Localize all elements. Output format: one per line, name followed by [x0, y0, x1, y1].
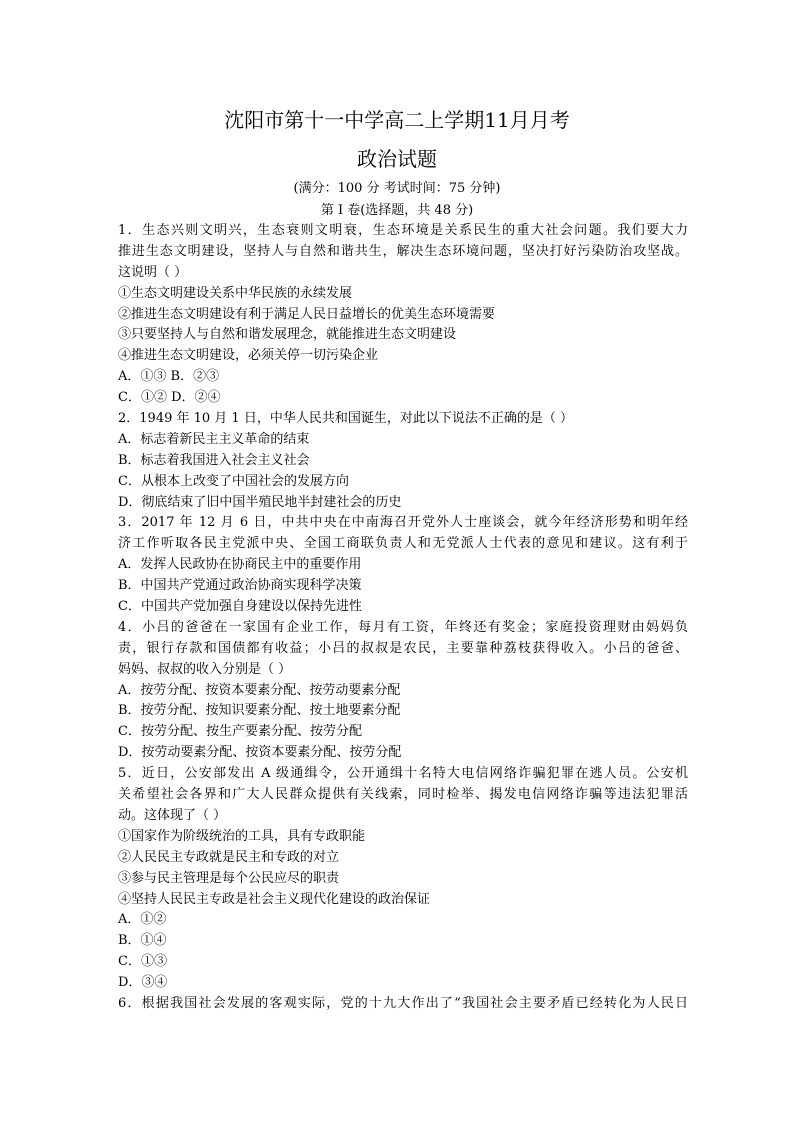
- q4-option-a: A．按劳分配、按资本要素分配、按劳动要素分配: [118, 682, 401, 698]
- q5-option-b: B．①④: [118, 933, 167, 949]
- q3-stem-line-1: 3．2017 年 12 月 6 日，中共中央在中南海召开党外人士座谈会，就今年经济形势和明年经: [118, 515, 688, 531]
- q5-stem-line-1: 5．近日，公安部发出 A 级通缉令，公开通缉十名特大电信网络诈骗犯罪在逃人员。公安机: [118, 766, 688, 782]
- q4-option-b: B．按劳分配、按知识要素分配、按土地要素分配: [118, 703, 401, 719]
- q5-option-d: D．③④: [118, 975, 168, 991]
- subject-title: 政治试题: [357, 147, 437, 171]
- q1-stem-line-2: 推进生态文明建设，坚持人与自然和谐共生，解决生态环境问题，坚决打好污染防治攻坚战。: [118, 243, 688, 259]
- q2-option-d: D．彻底结束了旧中国半殖民地半封建社会的历史: [118, 494, 402, 510]
- q5-stem-line-3: 动。这体现了（ ）: [118, 807, 227, 823]
- q3-option-c: C．中国共产党加强自身建设以保持先进性: [118, 599, 362, 615]
- q2-stem: 2．1949 年 10 月 1 日，中华人民共和国诞生，对此以下说法不正确的是（ ）: [118, 411, 573, 427]
- q3-option-b: B．中国共产党通过政治协商实现科学决策: [118, 578, 362, 594]
- q1-statement-3: ③只要坚持人与自然和谐发展理念，就能推进生态文明建设: [118, 327, 457, 343]
- q1-stem-line-3: 这说明（ ）: [118, 264, 188, 280]
- q2-option-c: C．从根本上改变了中国社会的发展方向: [118, 473, 349, 489]
- q5-statement-3: ③参与民主管理是每个公民应尽的职责: [118, 870, 340, 886]
- question-body: [118, 221, 688, 1015]
- q3-stem-line-2: 济工作听取各民主党派中央、全国工商联负责人和无党派人士代表的意见和建议。这有利于: [118, 536, 688, 552]
- q5-option-a: A．①②: [118, 912, 167, 928]
- q3-option-a: A．发挥人民政协在协商民主中的重要作用: [118, 557, 362, 573]
- q1-options-cd: C．①② D．②④: [118, 390, 221, 406]
- q1-statement-1: ①生态文明建设关系中华民族的永续发展: [118, 285, 353, 301]
- q6-stem-line-1: 6．根据我国社会发展的客观实际，党的十九大作出了“我国社会主要矛盾已经转化为人民日: [118, 995, 688, 1011]
- q5-statement-1: ①国家作为阶级统治的工具，具有专政职能: [118, 828, 366, 844]
- q4-stem-line-1: 4．小吕的爸爸在一家国有企业工作，每月有工资，年终还有奖金；家庭投资理财由妈妈负: [118, 619, 688, 635]
- exam-info: (满分：100 分 考试时间：75 分钟): [293, 181, 501, 196]
- q1-options-ab: A．①③ B．②③: [118, 369, 220, 385]
- q1-statement-4: ④推进生态文明建设，必须关停一切污染企业: [118, 348, 379, 364]
- q4-option-d: D．按劳动要素分配、按资本要素分配、按劳分配: [118, 745, 402, 761]
- q4-stem-line-3: 妈妈、叔叔的收入分别是（ ）: [118, 661, 292, 677]
- q2-option-a: A．标志着新民主主义革命的结束: [118, 431, 310, 447]
- q5-option-c: C．①③: [118, 954, 167, 970]
- q1-statement-2: ②推进生态文明建设有利于满足人民日益增长的优美生态环境需要: [118, 306, 496, 322]
- q5-statement-2: ②人民民主专政就是民主和专政的对立: [118, 849, 340, 865]
- q1-stem-line-1: 1．生态兴则文明兴，生态衰则文明衰，生态环境是关系民生的重大社会问题。我们要大力: [118, 223, 688, 238]
- q5-stem-line-2: 关希望社会各界和广大人民群众提供有关线索，同时检举、揭发电信网络诈骗等违法犯罪活: [118, 787, 688, 803]
- q5-statement-4: ④坚持人民民主专政是社会主义现代化建设的政治保证: [118, 891, 431, 907]
- section-heading: 第 I 卷(选择题，共 48 分): [320, 203, 474, 218]
- exam-title: 沈阳市第十一中学高二上学期11月月考: [224, 108, 570, 132]
- q4-stem-line-2: 责，银行存款和国债都有收益；小吕的叔叔是农民，主要靠种荔枝获得收入。小吕的爸爸、: [118, 640, 688, 656]
- q4-option-c: C．按劳分配、按生产要素分配、按劳分配: [118, 724, 362, 740]
- q2-option-b: B．标志着我国进入社会主义社会: [118, 452, 310, 468]
